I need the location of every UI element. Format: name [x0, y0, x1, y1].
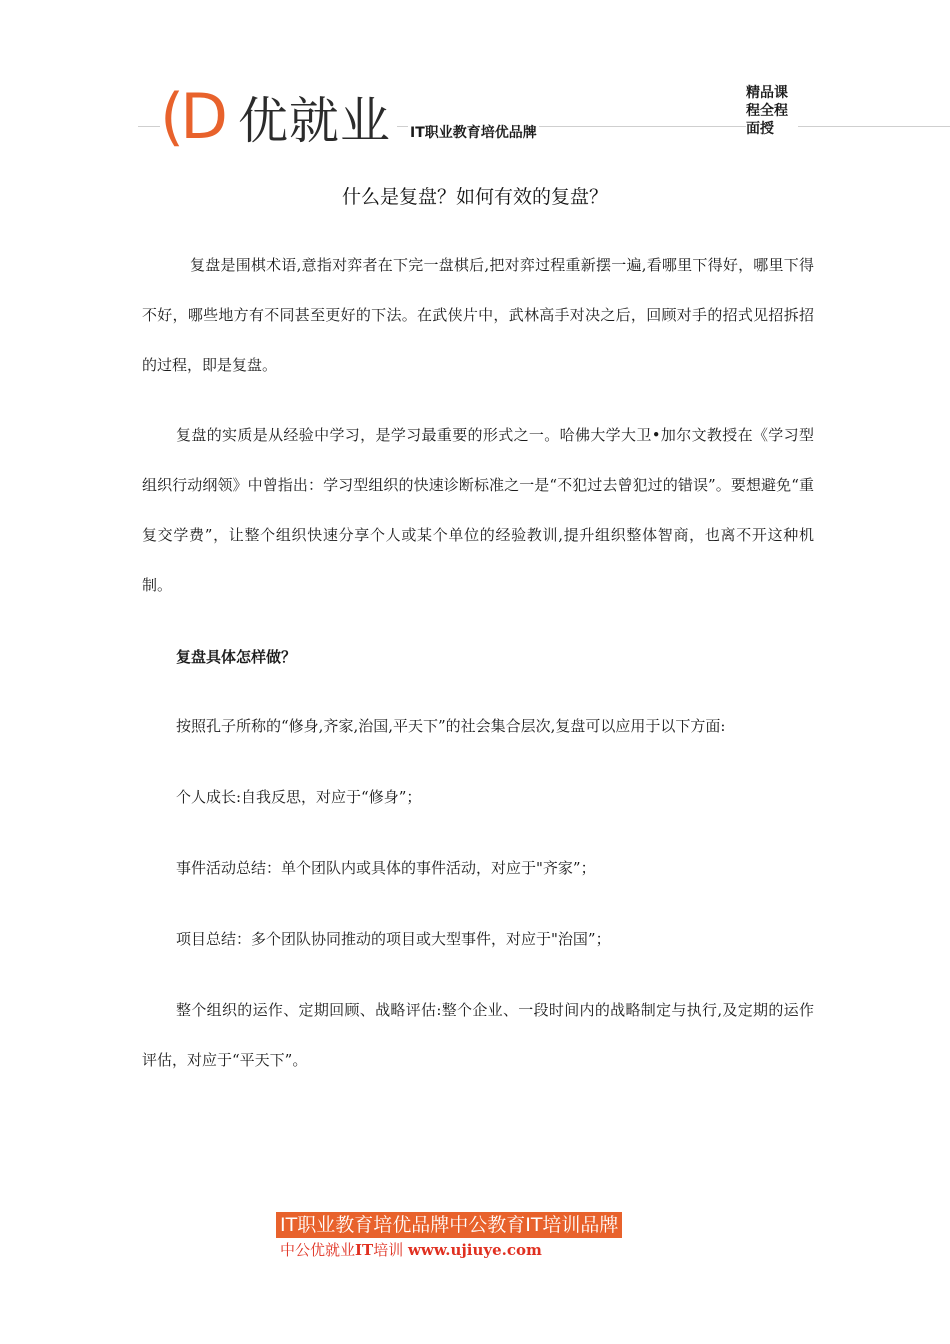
- list-item-personal: 个人成长:自我反思，对应于“修身”；: [176, 788, 422, 806]
- footer-banner: IT职业教育培优品牌中公教育IT培训品牌: [276, 1212, 622, 1238]
- logo-mark: (D: [160, 80, 224, 153]
- list-item-project: 项目总结：多个团队协同推动的项目或大型事件，对应于"治国”；: [176, 930, 611, 948]
- footer-mid: 培训: [373, 1241, 404, 1259]
- document-title: 什么是复盘？如何有效的复盘？: [341, 186, 608, 208]
- course-note: 精品课程全程面授: [746, 84, 798, 138]
- list-item-organization: 整个组织的运作、定期回顾、战略评估:整个企业、一段时间内的战略制定与执行,及定期的运作评估，对应于“平天下”。: [142, 1001, 814, 1069]
- paragraph-essence: 复盘的实质是从经验中学习，是学习最重要的形式之一。哈佛大学大卫•加尔文教授在《学习型组织行动纲领》中曾指出：学习型组织的快速诊断标准之一是“不犯过去曾犯过的错误”。要想避免“重复交学费”，让整个组织快速分享个人或某个单位的经验教训,提升组织整体智商，也离不开这种机制。: [142, 426, 814, 594]
- footer-url-link[interactable]: www.ujiuye.com: [408, 1241, 542, 1259]
- logo-name: 优就业: [237, 92, 391, 150]
- brand-logo: [160, 80, 397, 153]
- footer-line: [280, 1240, 542, 1260]
- section-subheading: 复盘具体怎样做？: [176, 648, 297, 666]
- list-item-event: 事件活动总结：单个团队内或具体的事件活动，对应于"齐家”；: [176, 859, 596, 877]
- footer-prefix: 中公优就业: [280, 1241, 356, 1259]
- intro-line: 按照孔子所称的“修身,齐家,治国,平天下”的社会集合层次,复盘可以应用于以下方面:: [176, 717, 726, 735]
- brand-tagline: IT职业教育培优品牌: [408, 122, 539, 142]
- footer-it: IT: [355, 1241, 374, 1259]
- paragraph-definition: 复盘是围棋术语,意指对弈者在下完一盘棋后,把对弈过程重新摆一遍,看哪里下得好，哪里下得不好，哪些地方有不同甚至更好的下法。在武侠片中，武林高手对决之后，回顾对手的招式见招拆招的过程，即是复盘。: [142, 256, 814, 374]
